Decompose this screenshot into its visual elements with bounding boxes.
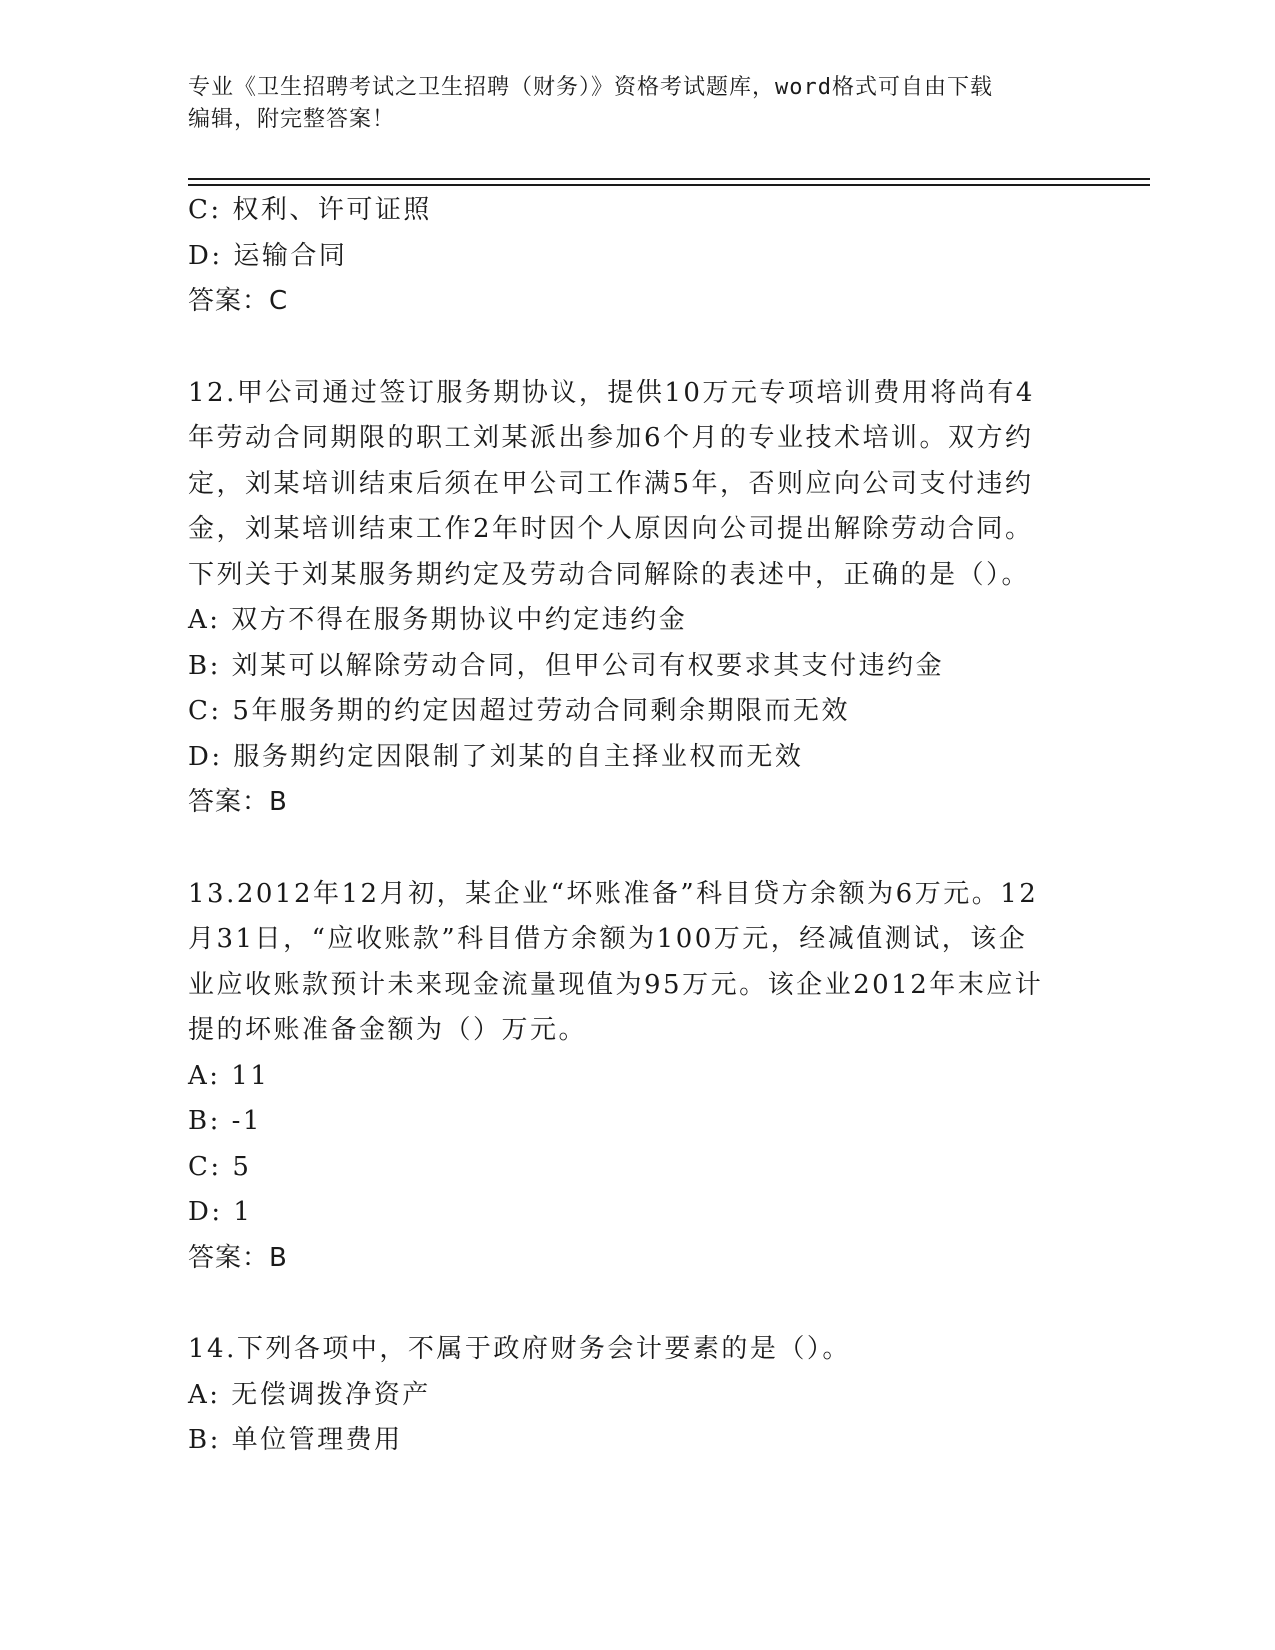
question-13-stem-line: 13.2012年12月初，某企业“坏账准备”科目贷方余额为6万元。12	[188, 878, 1039, 909]
header-divider-top	[188, 178, 1150, 180]
header-title-line-1: 专业《卫生招聘考试之卫生招聘（财务）》资格考试题库，word格式可自由下载	[188, 75, 993, 100]
question-14-option-b: B: 单位管理费用	[188, 1425, 403, 1455]
header-title-line-2: 编辑，附完整答案！	[188, 107, 396, 132]
question-11-option-c: C: 权利、许可证照	[188, 195, 432, 225]
question-12-stem-line: 金，刘某培训结束工作2年时因个人原因向公司提出解除劳动合同。	[188, 514, 1034, 544]
question-13-stem-line: 月31日，“应收账款”科目借方余额为100万元，经减值测试，该企	[188, 924, 1028, 954]
question-14-option-a: A: 无偿调拨净资产	[188, 1379, 431, 1410]
question-13-option-a: A: 11	[188, 1060, 270, 1091]
question-14-stem-line: 14.下列各项中，不属于政府财务会计要素的是（）。	[188, 1334, 851, 1364]
question-13-answer: 答案：B	[188, 1242, 288, 1273]
question-12-stem-line: 定，刘某培训结束后须在甲公司工作满5年，否则应向公司支付违约	[188, 468, 1034, 499]
question-11-answer: 答案：C	[188, 286, 289, 316]
question-12-option-a: A: 双方不得在服务期协议中约定违约金	[188, 605, 688, 635]
question-13-option-d: D: 1	[188, 1197, 253, 1227]
question-12-block	[188, 371, 1088, 826]
document-header	[188, 72, 1088, 136]
question-12-option-c: C: 5年服务期的约定因超过劳动合同剩余期限而无效	[188, 696, 850, 726]
question-12-stem-line: 下列关于刘某服务期约定及劳动合同解除的表述中，正确的是（）。	[188, 559, 1031, 590]
question-13-stem-line: 业应收账款预计未来现金流量现值为95万元。该企业2012年末应计	[188, 969, 1044, 1000]
question-12-stem-line: 12.甲公司通过签订服务期协议，提供10万元专项培训费用将尚有4	[188, 377, 1035, 408]
question-13-stem-line: 提的坏账准备金额为（）万元。	[188, 1015, 588, 1045]
question-11-option-d: D: 运输合同	[188, 240, 348, 271]
question-12-answer: 答案：B	[188, 787, 288, 817]
question-13-option-b: B: -1	[188, 1106, 262, 1136]
spacer	[188, 325, 1088, 371]
question-11-block	[188, 188, 1088, 325]
document-body	[188, 188, 1088, 1464]
question-13-block	[188, 872, 1088, 1282]
spacer	[188, 826, 1088, 872]
question-14-block	[188, 1327, 1088, 1464]
header-divider-bottom	[188, 184, 1150, 186]
question-13-option-c: C: 5	[188, 1151, 252, 1182]
question-12-option-d: D: 服务期约定因限制了刘某的自主择业权而无效	[188, 741, 804, 772]
question-12-option-b: B: 刘某可以解除劳动合同，但甲公司有权要求其支付违约金	[188, 650, 945, 681]
spacer	[188, 1281, 1088, 1327]
question-12-stem-line: 年劳动合同期限的职工刘某派出参加6个月的专业技术培训。双方约	[188, 423, 1034, 453]
